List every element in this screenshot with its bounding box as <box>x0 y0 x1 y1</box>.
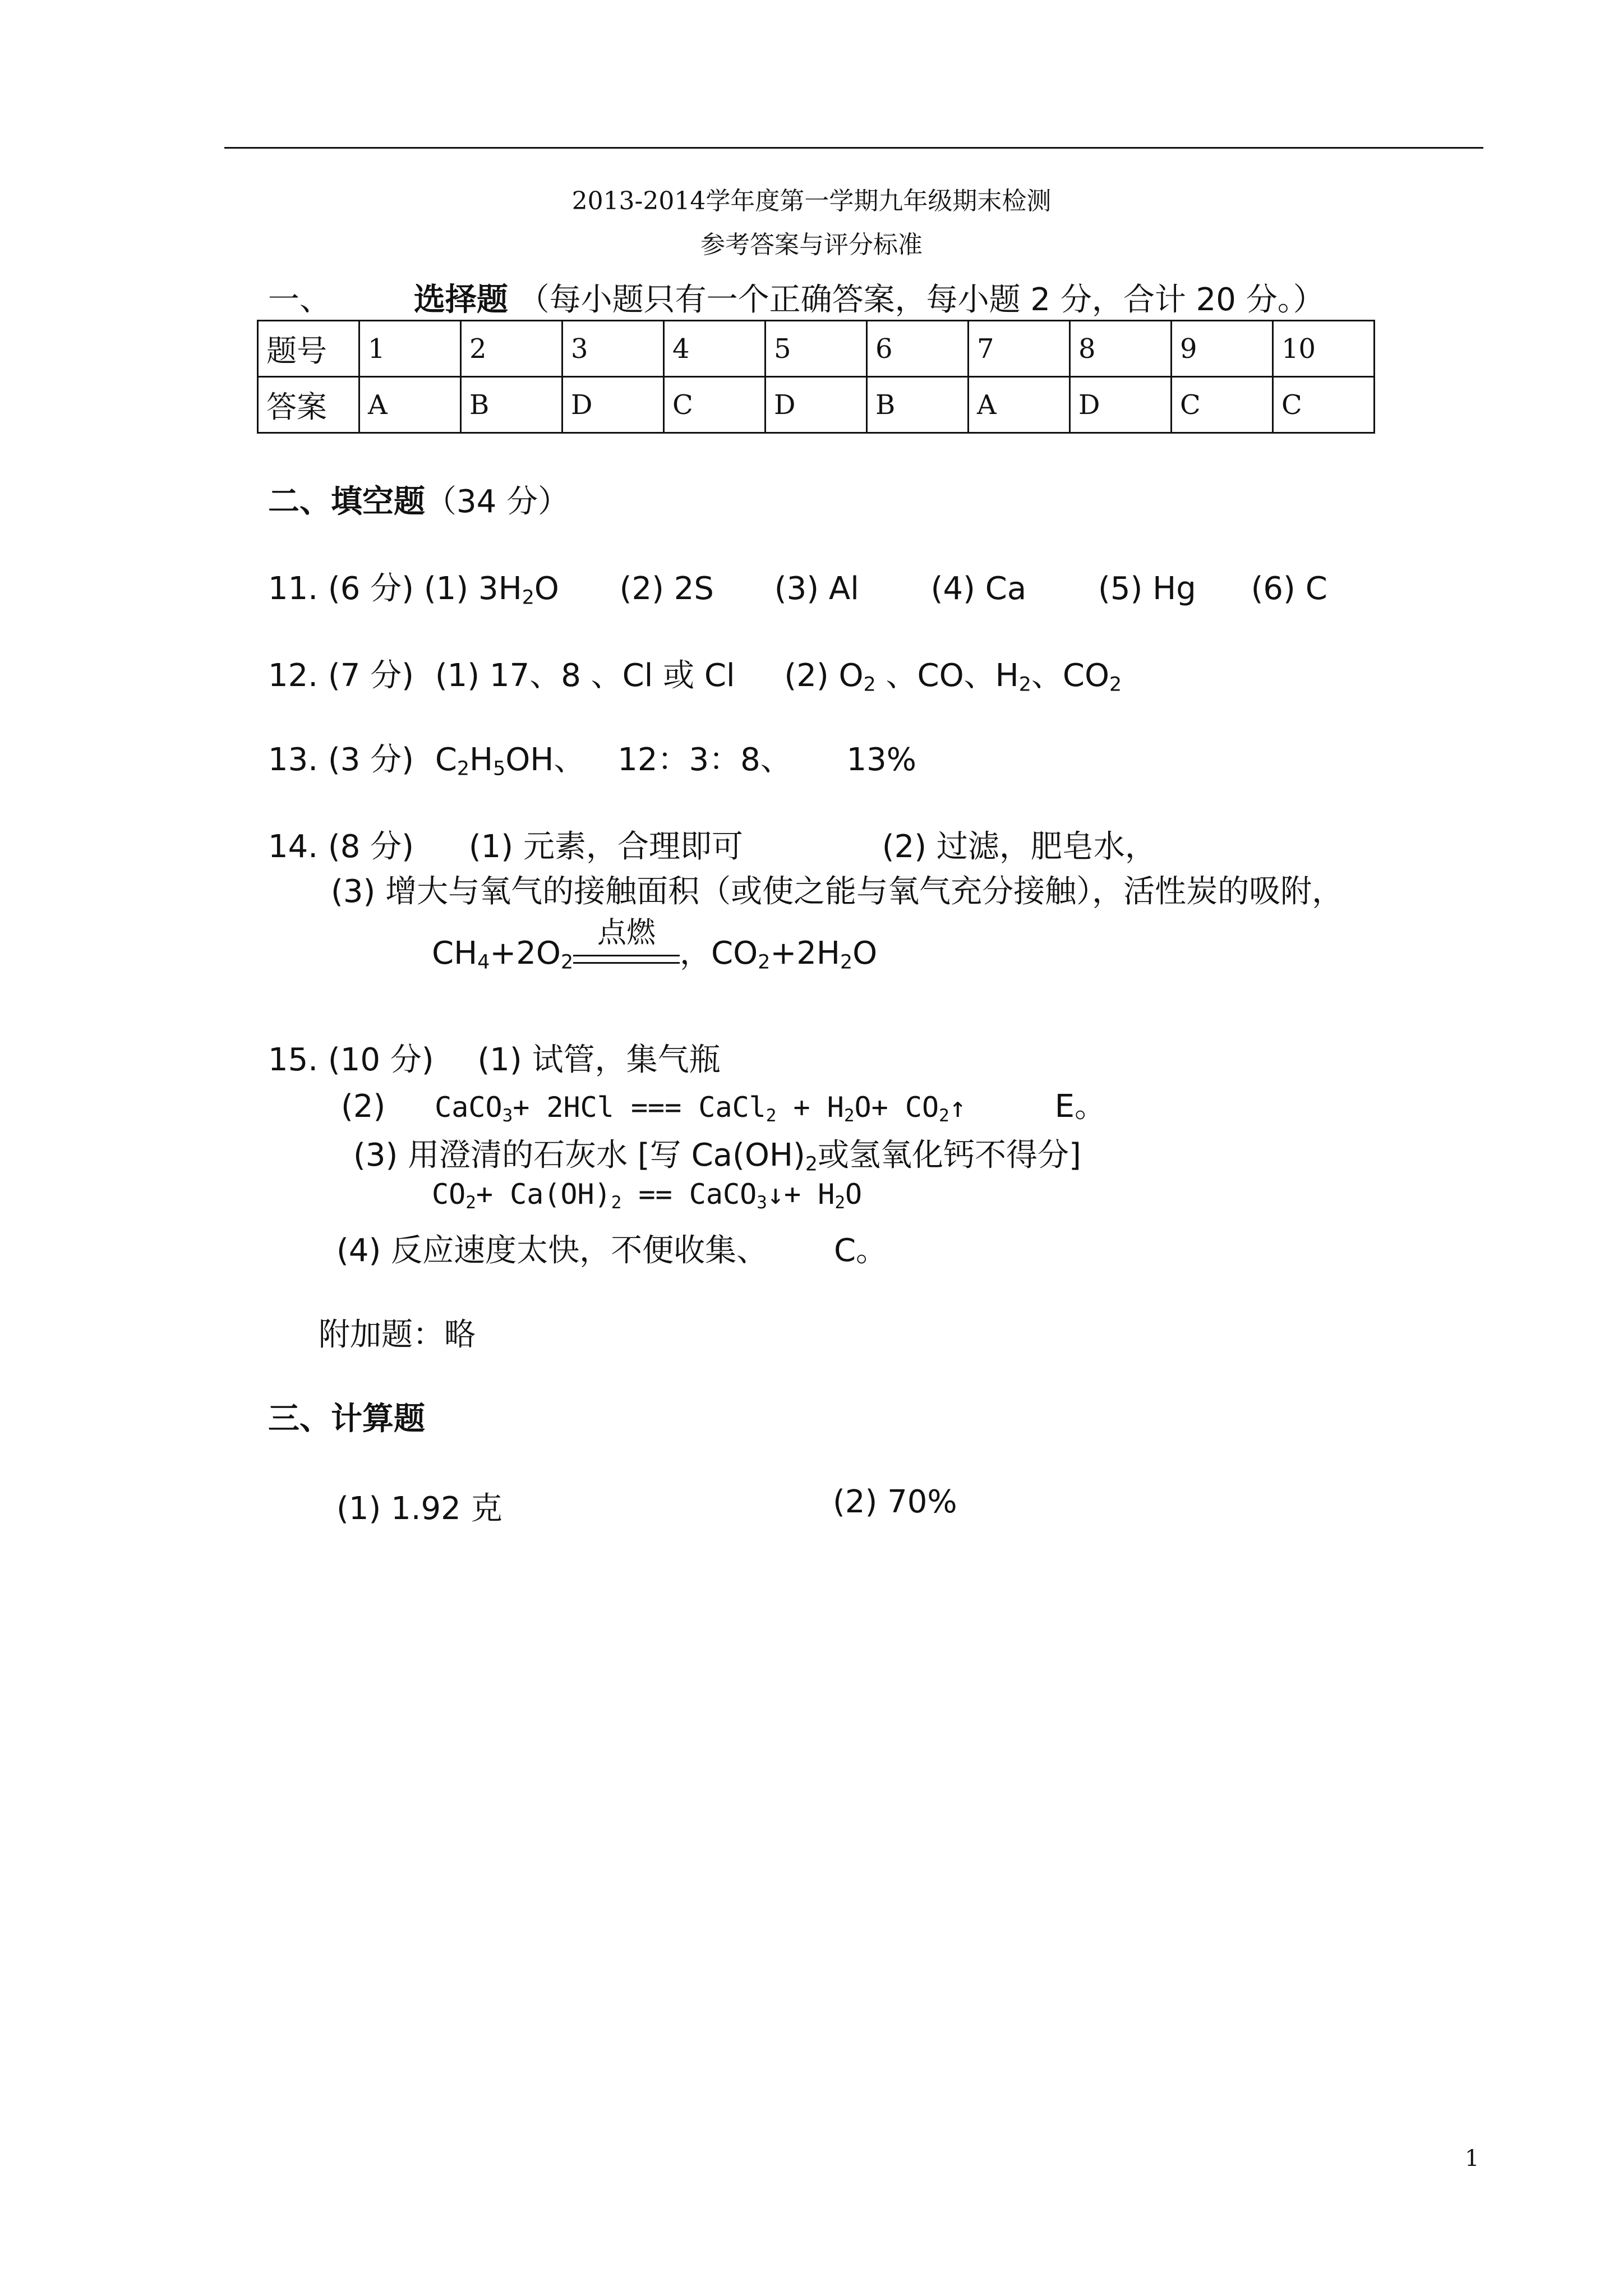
row-label-number: 题号 <box>258 321 359 377</box>
section1-heading <box>268 275 1325 320</box>
header-rule <box>224 147 1483 149</box>
q12-label: 12. <box>268 657 319 694</box>
table-row-answers <box>258 377 1375 433</box>
reaction-condition: 点燃 <box>573 941 680 964</box>
q14-label: 14. <box>268 829 319 865</box>
table-cell: C <box>664 377 766 433</box>
q13-formula: $C_2H_5OH$、 <box>435 742 585 780</box>
q14-points: (8 分) <box>328 829 414 865</box>
q15-part2: (2) CaCO$_3$+ 2HCl === CaCl$_2$ + $H_2O+$ $CO_2↑$ E。 <box>341 1088 1106 1126</box>
q13-ratio: 12：3：8、 <box>617 742 792 778</box>
table-cell: 2 <box>461 321 562 377</box>
q15-part1: (1) 试管，集气瓶 <box>477 1042 721 1078</box>
q15-label: 15. <box>268 1042 319 1078</box>
q12-points: (7 分) <box>328 657 414 694</box>
table-cell: D <box>1070 377 1172 433</box>
table-cell: 3 <box>562 321 664 377</box>
q12-part2: (2) $O_2$ 、CO、$H_2$、$CO_2$ <box>784 657 1122 696</box>
section1-note: （每小题只有一个正确答案，每小题 2 分，合计 20 分。） <box>518 282 1325 318</box>
document-title: 2013-2014学年度第一学期九年级期末检测 <box>571 187 1052 215</box>
q11-part5: (5) Hg <box>1098 570 1196 607</box>
section1-name: 选择题 <box>413 282 508 318</box>
q11-part2: (2) 2S <box>619 570 714 607</box>
table-cell: 10 <box>1273 321 1375 377</box>
q15-part4: (4) 反应速度太快，不便收集、 C。 <box>336 1232 888 1269</box>
q11-part1: (1) $3H_2O$ <box>423 570 559 609</box>
table-cell: A <box>359 377 461 433</box>
q14-part1: (1) 元素，合理即可 <box>468 829 743 865</box>
table-cell: 8 <box>1070 321 1172 377</box>
table-cell: D <box>766 377 867 433</box>
question-13 <box>268 735 916 780</box>
table-cell: C <box>1172 377 1273 433</box>
q13-points: (3 分) <box>328 742 414 778</box>
document-subtitle: 参考答案与评分标准 <box>700 231 923 259</box>
q14-part2: (2) 过滤，肥皂水， <box>882 829 1156 865</box>
question-15 <box>268 1035 721 1080</box>
section2-name: 二、填空题 <box>268 484 425 520</box>
section3-part1: (1) 1.92 克 <box>336 1490 502 1527</box>
table-cell: 9 <box>1172 321 1273 377</box>
q11-part6: (6) C <box>1251 570 1327 607</box>
q11-points: (6 分) <box>328 570 414 607</box>
table-cell: A <box>969 377 1070 433</box>
question-11 <box>268 564 1327 609</box>
q11-label: 11. <box>268 570 319 607</box>
question-12 <box>268 651 1122 696</box>
table-cell: 7 <box>969 321 1070 377</box>
table-cell: B <box>867 377 969 433</box>
section3-part2: (2) 70% <box>833 1484 957 1520</box>
q14-part3: (3) 增大与氧气的接触面积（或使之能与氧气充分接触），活性炭的吸附， <box>331 873 1344 910</box>
q11-part3: (3) Al <box>774 570 859 607</box>
table-cell: D <box>562 377 664 433</box>
table-cell: 4 <box>664 321 766 377</box>
section1-number: 一、 <box>268 282 331 318</box>
table-cell: 5 <box>766 321 867 377</box>
q15-part3: (3) 用澄清的石灰水 [写 $Ca(OH)_2$或氢氧化钙不得分] <box>353 1137 1081 1176</box>
section3-heading: 三、计算题 <box>268 1401 425 1437</box>
q14-equation: $CH_4+2O_2$ 点燃 ，$CO_2+2H_2O$ <box>432 916 878 974</box>
q15-points: (10 分) <box>328 1042 434 1078</box>
table-cell: C <box>1273 377 1375 433</box>
row-label-answer: 答案 <box>258 377 359 433</box>
table-row-numbers <box>258 321 1375 377</box>
q11-part4: (4) Ca <box>930 570 1027 607</box>
question-14 <box>268 822 1156 867</box>
page-number: 1 <box>1465 2146 1479 2171</box>
q12-part1: (1) 17、8 、Cl 或 Cl <box>435 657 735 694</box>
section2-points: （34 分） <box>425 484 570 520</box>
extra-question: 附加题：略 <box>319 1317 476 1353</box>
table-cell: 6 <box>867 321 969 377</box>
table-cell: 1 <box>359 321 461 377</box>
q13-label: 13. <box>268 742 319 778</box>
q15-equation: $CO_2+ Ca(OH)_2$ == CaCO$_3$↓+ $H_2O$ <box>432 1178 863 1213</box>
answer-table <box>257 320 1375 434</box>
table-cell: B <box>461 377 562 433</box>
section2-heading <box>268 477 569 522</box>
q13-percent: 13% <box>846 742 917 778</box>
